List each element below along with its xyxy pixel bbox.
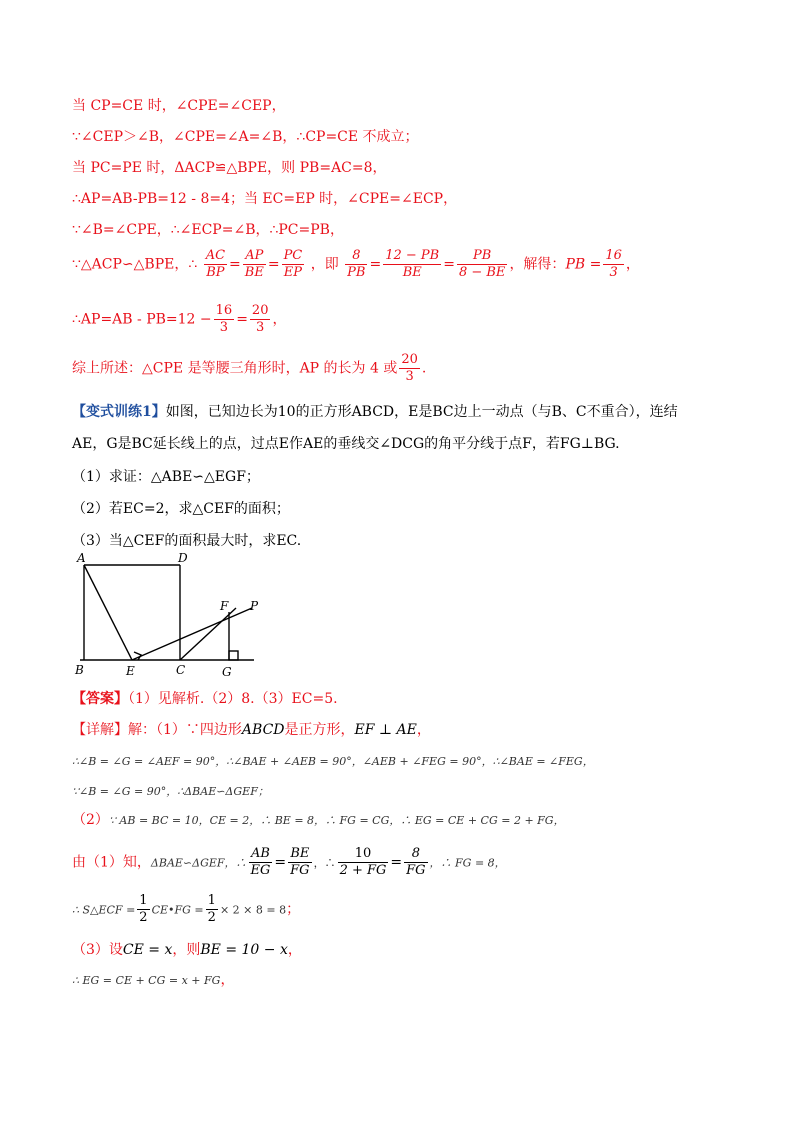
- question-2: （2）若EC=2，求△CEF的面积；: [72, 501, 290, 517]
- geometry-figure: [72, 548, 272, 678]
- detail-line-5: 由（1）知，ΔBAE∽ΔGEF，∴ $\frac{AB}{EG}$ = $\frac{BE}{FG}$ ，∴ $\frac{10}{2 + FG}$ = $\frac{8}{FG}$ ，∴ FG = 8，: [72, 846, 506, 878]
- label-p: P: [250, 599, 259, 613]
- solution-line-5: ∵∠B=∠CPE，∴∠ECP=∠B，∴PC=PB，: [72, 222, 344, 238]
- detail-line-7: （3）设CE = x，则BE = 10 − x，: [72, 942, 302, 958]
- fraction: $\frac{10}{2 + FG}$: [339, 846, 387, 878]
- label-a: A: [77, 551, 86, 565]
- fraction: $\frac{20}{3}$: [401, 352, 418, 384]
- segment-ae: [84, 565, 132, 660]
- label-d: D: [178, 551, 188, 565]
- detail-line-4: （2）∵ AB = BC = 10，CE = 2，∴ BE = 8，∴ FG = CG，∴ EG = CE + CG = 2 + FG，: [72, 812, 565, 828]
- bisector-cf: [180, 608, 236, 660]
- fraction: $\frac{20}{3}$: [251, 303, 269, 335]
- label-g: G: [222, 665, 232, 678]
- fraction: $\frac{AC}{BP}$: [205, 248, 226, 280]
- right-angle-mark-g: [229, 651, 238, 660]
- detail-line-8: ∴ EG = CE + CG = x + FG，: [72, 972, 235, 988]
- solution-line-4: ∴AP=AB-PB=12 - 8=4；当 EC=EP 时，∠CPE=∠ECP，: [72, 191, 458, 207]
- label-f: F: [220, 599, 229, 613]
- solution-line-2: ∵∠CEP＞∠B，∠CPE=∠A=∠B，∴CP=CE 不成立；: [72, 129, 419, 145]
- solution-line-3: 当 PC=PE 时，ΔACP≌△BPE，则 PB=AC=8，: [72, 160, 387, 176]
- fraction: $\frac{8}{PB}$: [347, 248, 366, 280]
- fraction: $\frac{BE}{FG}$: [290, 846, 310, 878]
- fraction: $\frac{1}{2}$: [207, 893, 216, 925]
- detail-line-2: ∴∠B = ∠G = ∠AEF = 90°，∴∠BAE + ∠AEB = 90°，∠AEB + ∠FEG = 90°，∴∠BAE = ∠FEG，: [72, 755, 594, 768]
- problem-statement-1: 【变式训练1】如图，已知边长为10的正方形ABCD，E是BC边上一动点（与B、C不重合），连结: [72, 404, 678, 420]
- detail-tag: 【详解】: [72, 722, 128, 738]
- detail-line-6: ∴ S△ECF = $\frac{1}{2}$ CE•FG = $\frac{1}{2}$ × 2 × 8 = 8；: [72, 893, 301, 925]
- solution-line-1: 当 CP=CE 时，∠CPE=∠CEP，: [72, 98, 286, 114]
- detail-line-1: 【详解】解：（1）∵四边形ABCD是正方形，EF ⊥ AE，: [72, 722, 431, 738]
- fraction: $\frac{AP}{BE}$: [244, 248, 264, 280]
- label-c: C: [176, 663, 186, 677]
- solution-line-7: ∴AP=AB - PB=12 − $\frac{16}{3}$ = $\frac{20}{3}$ ，: [72, 303, 287, 335]
- problem-tag: 【变式训练1】: [72, 404, 166, 420]
- label-b: B: [75, 663, 84, 677]
- solution-conclusion: 综上所述：△CPE 是等腰三角形时，AP 的长为 4 或 $\frac{20}{3}$ .: [72, 352, 427, 384]
- solution-line-6: ∵△ACP∽△BPE，∴ $\frac{AC}{BP}$ = $\frac{AP}{BE}$ = $\frac{PC}{EP}$ ，即 $\frac{8}{PB}$ = $\frac{12 - PB}{BE}$ = $\frac{PB}{8 - BE}$ ，解得：PB = $\frac{16}{3}$ ，: [72, 248, 640, 280]
- fraction: $\frac{AB}{EG}$: [250, 846, 271, 878]
- fraction: $\frac{16}{3}$: [215, 303, 233, 335]
- answer-tag: 【答案】: [72, 691, 128, 707]
- fraction: $\frac{16}{3}$: [605, 248, 622, 280]
- label-e: E: [126, 664, 135, 678]
- fraction: $\frac{PC}{EP}$: [283, 248, 303, 280]
- fraction: $\frac{1}{2}$: [139, 893, 148, 925]
- question-1: （1）求证：△ABE∽△EGF；: [72, 469, 260, 485]
- detail-line-3: ∵∠B = ∠G = 90°，∴ΔBAE∽ΔGEF；: [72, 785, 269, 798]
- segment-ep: [132, 608, 252, 660]
- question-3: （3）当△CEF的面积最大时，求EC.: [72, 533, 302, 549]
- problem-statement-2: AE，G是BC延长线上的点，过点E作AE的垂线交∠DCG的角平分线于点F，若FG⊥BG.: [72, 436, 620, 452]
- answer-line: 【答案】（1）见解析.（2）8.（3）EC=5.: [72, 691, 338, 707]
- fraction: $\frac{8}{FG}$: [406, 846, 426, 878]
- fraction: $\frac{12 - PB}{BE}$: [385, 248, 440, 280]
- fraction: $\frac{PB}{8 - BE}$: [458, 248, 506, 280]
